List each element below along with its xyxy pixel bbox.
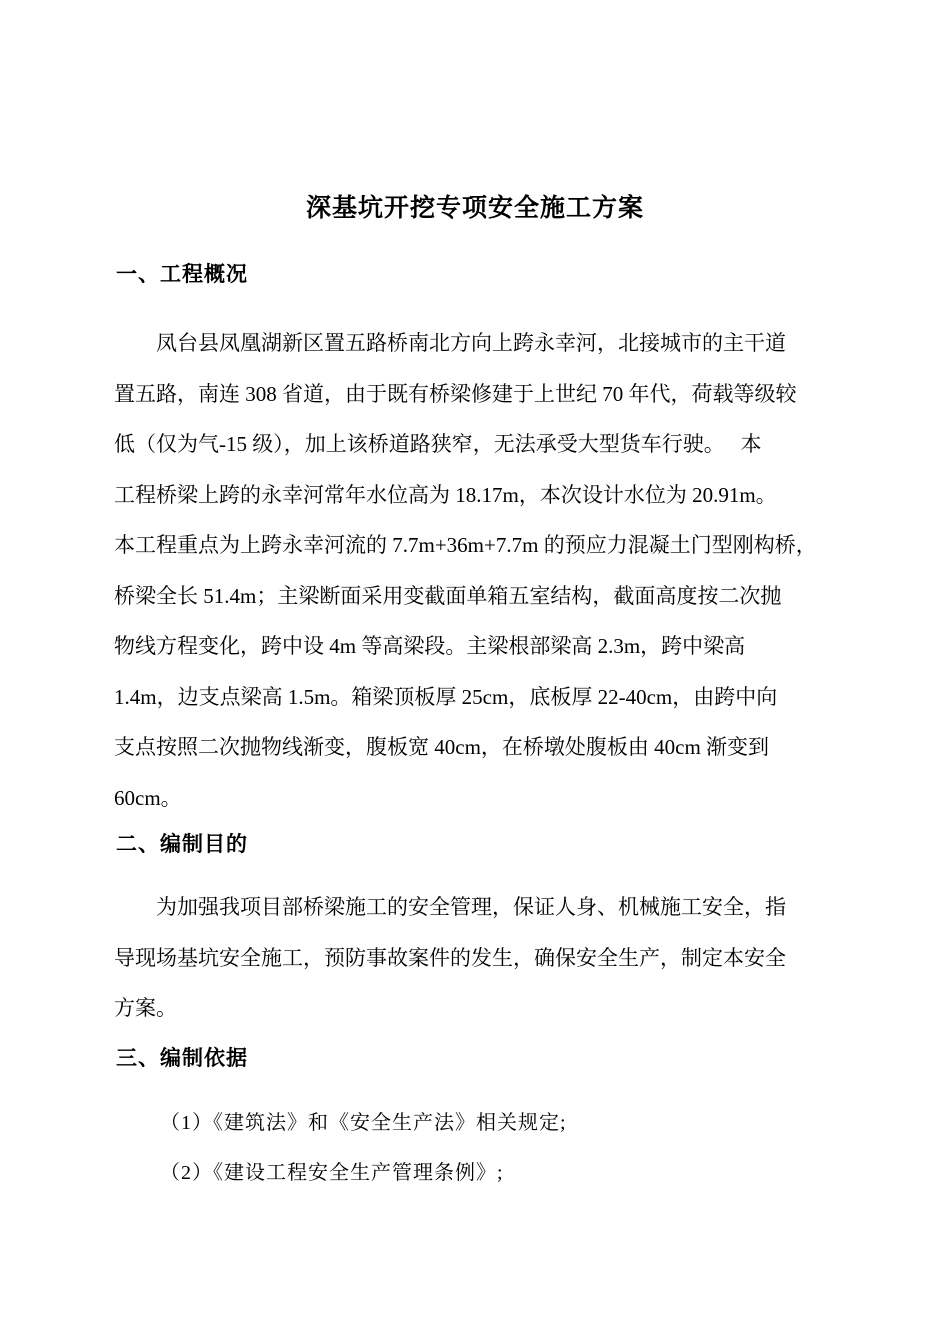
purpose-paragraph <box>114 882 838 1034</box>
section-heading-basis: 三、编制依据 <box>116 1046 248 1070</box>
paragraph-line: 支点按照二次抛物线渐变，腹板宽 40cm，在桥墩处腹板由 40cm 渐变到 <box>114 735 770 759</box>
paragraph-line: 60cm。 <box>114 785 182 810</box>
paragraph-line: 导现场基坑安全施工，预防事故案件的发生，确保安全生产，制定本安全 <box>114 945 786 970</box>
paragraph-line: 凤台县凤凰湖新区置五路桥南北方向上跨永幸河，北接城市的主干道 <box>114 331 786 355</box>
paragraph-line: 低（仅为气-15 级），加上该桥道路狭窄，无法承受大型货车行驶。 本 <box>114 432 762 456</box>
section-heading-overview: 一、工程概况 <box>116 262 248 286</box>
paragraph-line: 工程桥梁上跨的永幸河常年水位高为 18.17m，本次设计水位为 20.91m。 <box>114 482 777 507</box>
basis-list-item: （1）《建筑法》和《安全生产法》相关规定; <box>160 1112 567 1134</box>
paragraph-line: 物线方程变化，跨中设 4m 等高梁段。主梁根部梁高 2.3m，跨中梁高 <box>114 634 746 658</box>
section-heading-purpose: 二、编制目的 <box>116 832 248 856</box>
paragraph-line: 1.4m，边支点梁高 1.5m。箱梁顶板厚 25cm，底板厚 22-40cm，由跨中向 <box>114 684 778 709</box>
document-title: 深基坑开挖专项安全施工方案 <box>305 193 644 222</box>
paragraph-line: 本工程重点为上跨永幸河流的 7.7m+36m+7.7m 的预应力混凝土门型刚构桥， <box>114 533 817 557</box>
paragraph-line: 为加强我项目部桥梁施工的安全管理，保证人身、机械施工安全，指 <box>114 895 786 919</box>
paragraph-line: 置五路，南连 308 省道，由于既有桥梁修建于上世纪 70 年代，荷载等级较 <box>114 381 797 406</box>
paragraph-line: 桥梁全长 51.4m；主梁断面采用变截面单箱五室结构，截面高度按二次抛 <box>114 583 782 608</box>
overview-paragraph <box>114 318 838 823</box>
basis-list-item: （2）《建设工程安全生产管理条例》; <box>160 1162 504 1184</box>
paragraph-line: 方案。 <box>114 996 177 1020</box>
